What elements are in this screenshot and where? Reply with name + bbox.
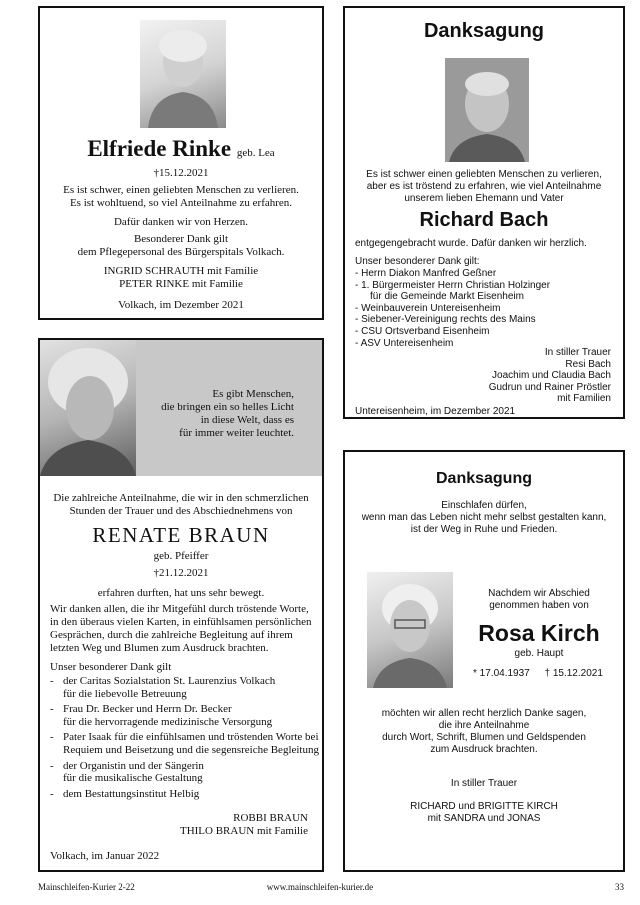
birth-date: * 17.04.1937 [473, 668, 530, 679]
death-date: †15.12.2021 [153, 167, 209, 179]
list-item: - der Caritas Sozialstation St. Laurenzius Volkach für die liebevolle Betreuung [50, 675, 276, 700]
list-item: - CSU Ortsverband Eisenheim [355, 326, 550, 338]
family-signature: ROBBI BRAUN THILO BRAUN mit Familie [179, 812, 308, 837]
life-dates [473, 668, 615, 679]
family-signature: RICHARD und BRIGITTE KIRCH mit SANDRA und JONAS [410, 801, 558, 824]
thanks-text: entgegengebracht wurde. Dafür danken wir herzlich. [355, 238, 587, 249]
list-item: - Pater Isaak für die einfühlsamen und tröstenden Worte bei Requiem und Beisetzung und die segensreiche Begleitung [50, 731, 319, 756]
death-date: † 15.12.2021 [544, 668, 603, 679]
deceased-name: Elfriede Rinke geb. Lea [87, 136, 275, 161]
maiden-name: geb. Haupt [514, 648, 564, 659]
thanks-list [355, 268, 550, 349]
page-number: 33 [615, 882, 624, 892]
deceased-name: Rosa Kirch [478, 620, 600, 646]
portrait-photo-bach [445, 58, 529, 162]
footer-publication: Mainschleifen-Kurier 2-22 [38, 882, 135, 892]
place-date: Volkach, im Januar 2022 [50, 850, 160, 862]
thanks-paragraph: Wir danken allen, die ihr Mitgefühl durch tröstende Worte, in den überaus vielen Karten, in einfühlsamen persönlichen Gesprächen, durch die zahlreiche Begleitung auf ihrem letzten Weg und Blumen zum Ausdruck brachten. [50, 603, 312, 654]
list-item: - ASV Untereisenheim [355, 338, 550, 350]
list-item: - dem Bestattungsinstitut Helbig [50, 787, 200, 800]
thanks-list [50, 675, 319, 803]
footer-website[interactable]: www.mainschleifen-kurier.de [266, 882, 374, 892]
list-item: - der Organistin und der Sängerin für die musikalische Gestaltung [50, 759, 204, 785]
heading: Danksagung [423, 20, 545, 42]
heading: Danksagung [435, 470, 532, 487]
list-item: - Herrn Diakon Manfred Geßner [355, 268, 550, 280]
intro-text: Es ist schwer einen geliebten Menschen zu verlieren, aber es ist tröstend zu erfahren, wie viel Anteilnahme unserem lieben Ehemann und Vater [366, 169, 602, 204]
mourners: In stiller Trauer Resi Bach Joachim und Claudia Bach Gudrun und Rainer Pröstler mit Familien [488, 347, 611, 405]
obituary-kirch [343, 450, 625, 872]
quote-text: Einschlafen dürfen, wenn man das Leben nicht mehr selbst gestalten kann, ist der Weg in Ruhe und Frieden. [361, 500, 607, 535]
obituary-text: Es ist schwer, einen geliebten Menschen zu verlieren. Es ist wohltuend, so viel Anteilnahme zu erfahren. Dafür danken wir von Herzen. Besonderer Dank gilt dem Pflegepersonal des Bürgerspitals Volkach. INGRID SCHRAUTH mit Familie PETER RINKE mit Familie Volkach, im Dezember 2021 [63, 184, 299, 311]
obituary-braun [38, 338, 324, 872]
list-item: - Weinbauverein Untereisenheim [355, 303, 550, 315]
intro-text: Die zahlreiche Anteilnahme, die wir in den schmerzlichen Stunden der Trauer und des Abschiednehmens von [53, 492, 309, 517]
thanks-intro: Unser besonderer Dank gilt: [355, 256, 480, 267]
deceased-name: Richard Bach [419, 209, 549, 231]
maiden-name: geb. Pfeiffer [153, 550, 209, 562]
farewell-text: Nachdem wir Abschied genommen haben von [488, 588, 590, 611]
thanks-text: möchten wir allen recht herzlich Danke sagen, die ihre Anteilnahme durch Wort, Schrift, Blumen und Geldspenden zum Ausdruck brachten. [381, 708, 587, 755]
place-date: Untereisenheim, im Dezember 2021 [355, 406, 516, 417]
list-item: - Frau Dr. Becker und Herrn Dr. Becker für die hervorragende medizinische Versorgung [50, 703, 273, 728]
poem: Es gibt Menschen, die bringen ein so helles Licht in diese Welt, dass es für immer weiter leuchtet. [161, 388, 294, 439]
portrait-photo-braun [40, 340, 136, 476]
mourning-line: In stiller Trauer [450, 778, 518, 789]
list-item: - Siebener-Vereinigung rechts des Mains [355, 314, 550, 326]
portrait-photo-kirch [367, 572, 453, 688]
obituary-rinke [38, 6, 324, 320]
obituary-bach [343, 6, 625, 419]
thanks-intro: Unser besonderer Dank gilt [50, 661, 172, 673]
deceased-name: RENATE BRAUN [92, 523, 270, 547]
portrait-photo-rinke [140, 20, 226, 128]
moved-text: erfahren durften, hat uns sehr bewegt. [97, 587, 265, 599]
list-item: für die Gemeinde Markt Eisenheim [370, 291, 524, 303]
list-item: - 1. Bürgermeister Herrn Christian Holzinger [355, 280, 550, 292]
death-date: †21.12.2021 [153, 567, 209, 579]
